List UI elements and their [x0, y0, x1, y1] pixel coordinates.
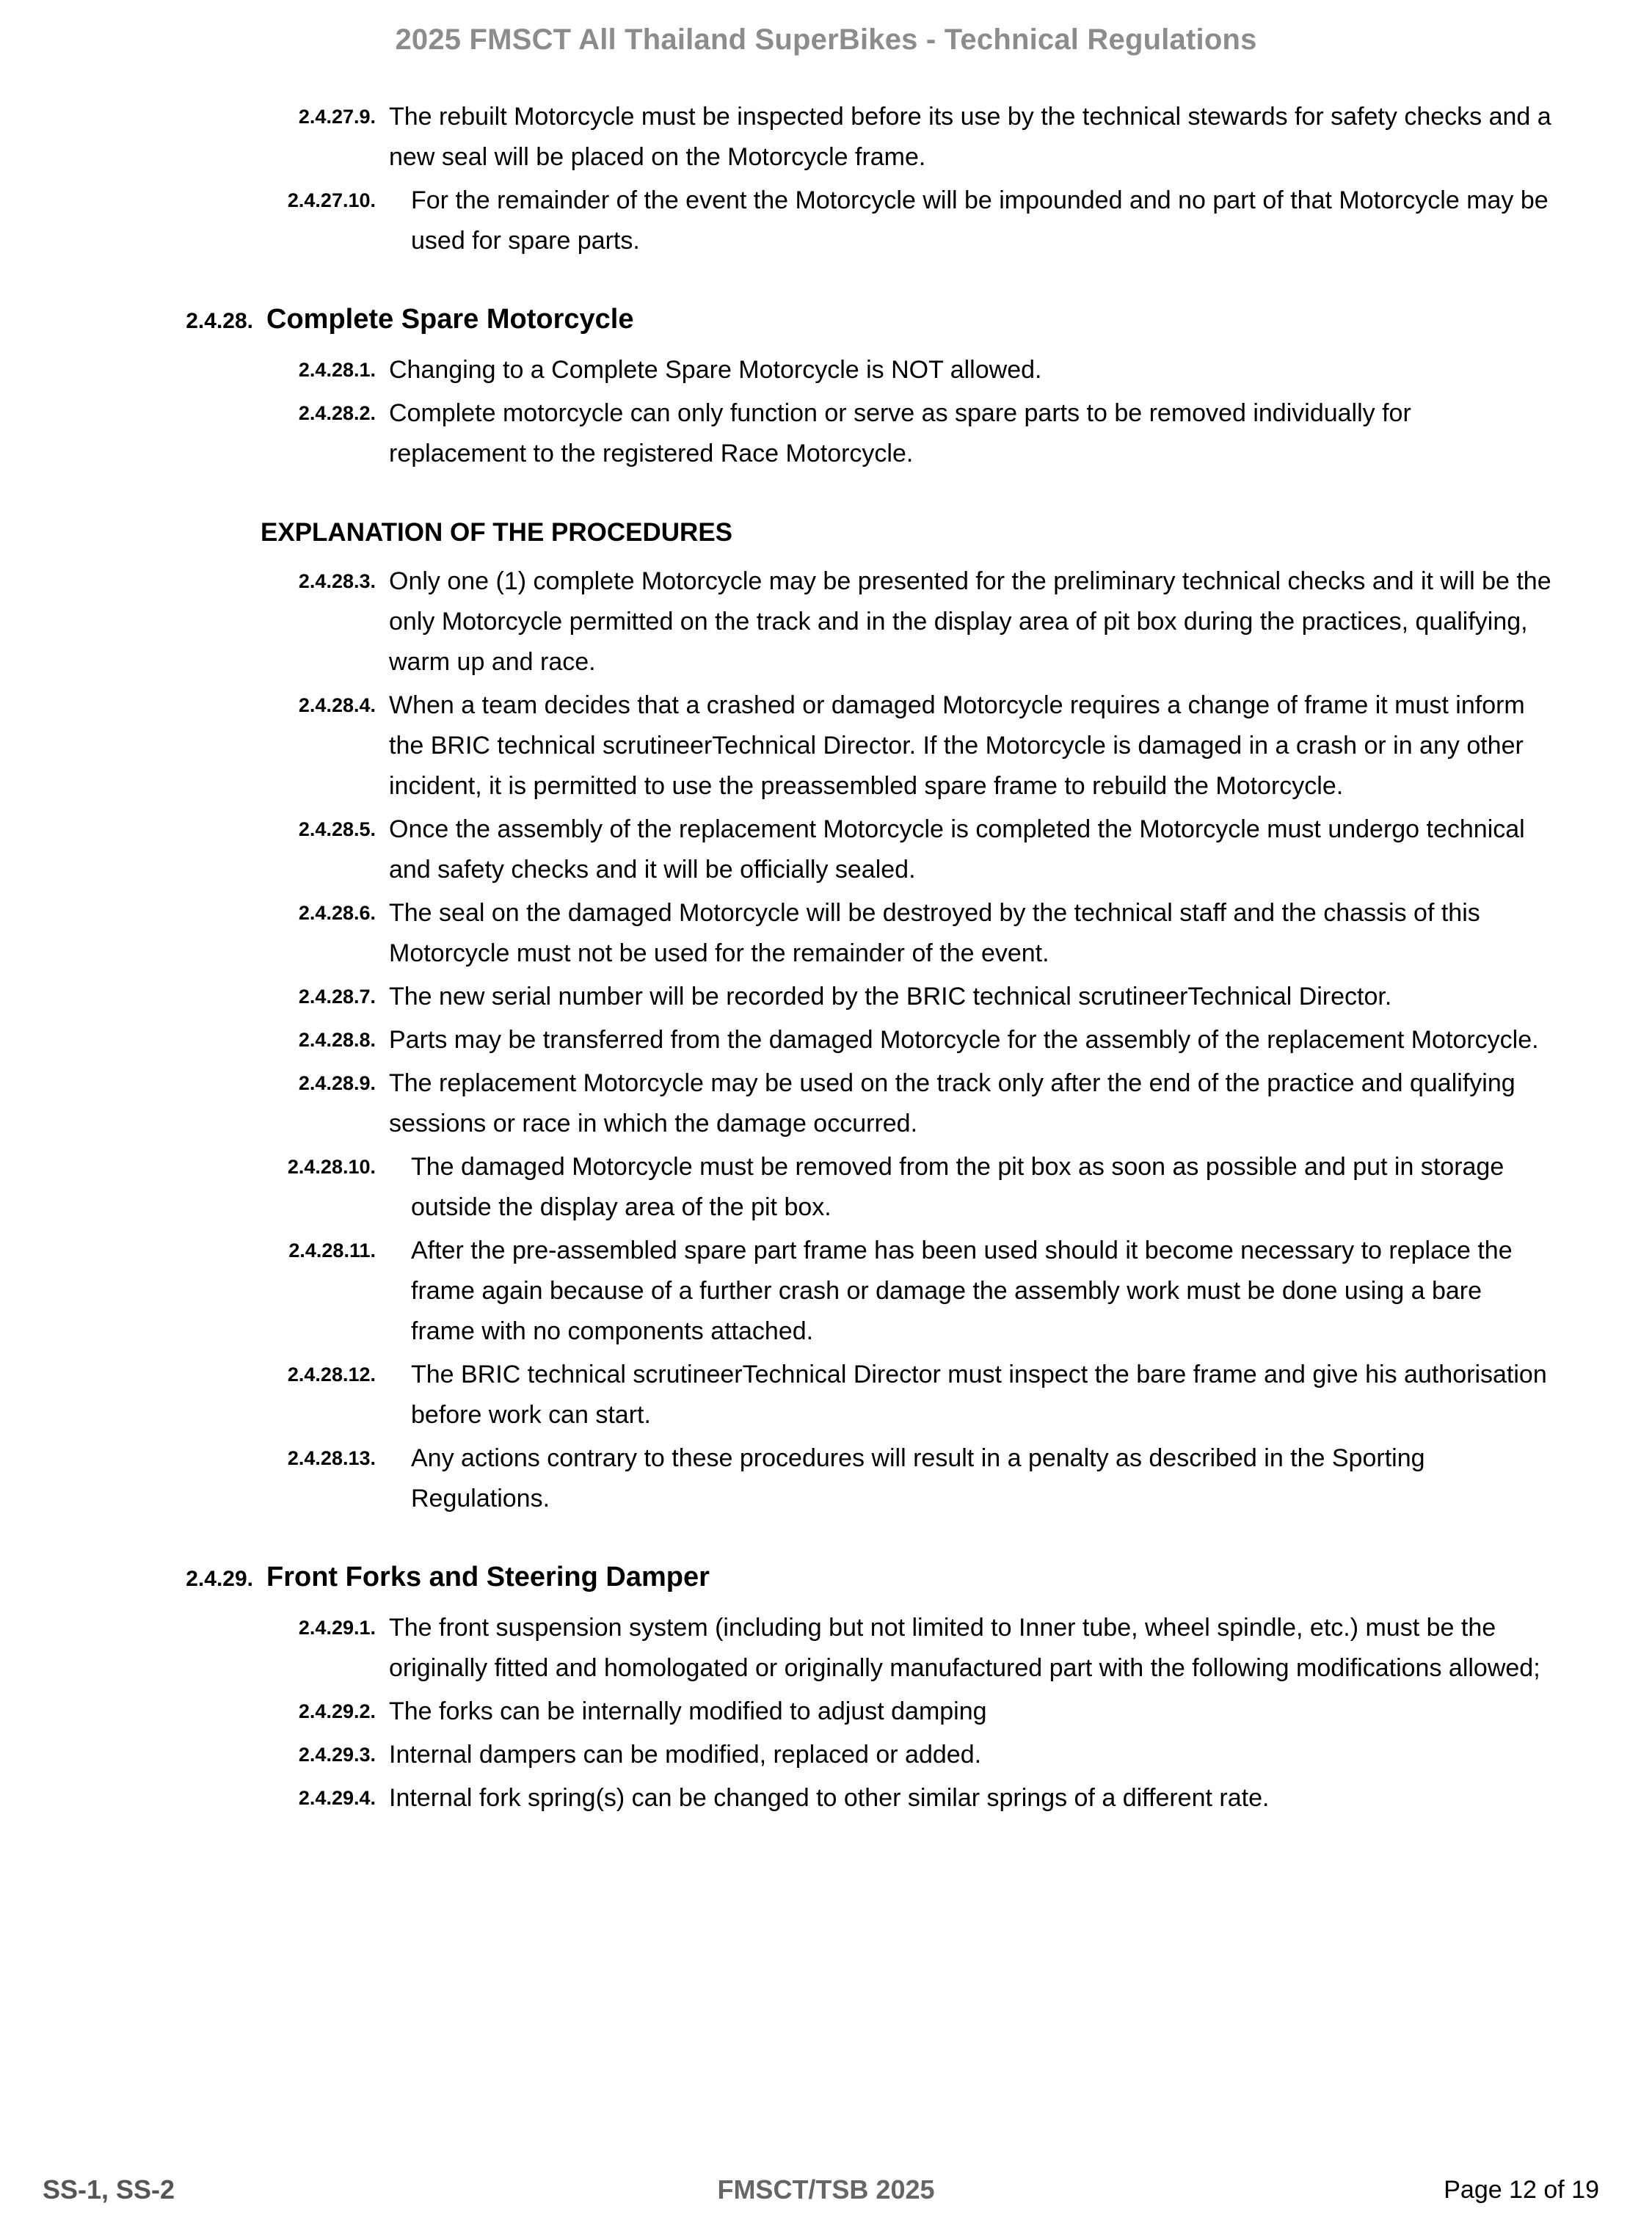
- clause-text: When a team decides that a crashed or damaged Motorcycle requires a change of frame it must inform the BRIC technical scrutineerTechnical Director. If the Motorcycle is damaged in a crash or in any other incident, it is permitted to use the preassembled spare frame to rebuild the Motorcycle.: [389, 691, 1525, 800]
- clause-number: 2.4.28.6.: [298, 902, 376, 924]
- clause-number: 2.4.27.9.: [298, 106, 376, 128]
- clause-2-4-27-9: [0, 97, 1652, 178]
- clause-text: For the remainder of the event the Motorcycle will be impounded and no part of that Motorcycle may be used for spare parts.: [411, 186, 1549, 255]
- document-header-title: 2025 FMSCT All Thailand SuperBikes - Technical Regulations: [395, 23, 1257, 56]
- clause-number: 2.4.28.12.: [287, 1364, 376, 1386]
- clause-number: 2.4.28.3.: [298, 570, 376, 592]
- clause-number: 2.4.28.10.: [287, 1156, 376, 1178]
- footer-page-number: Page 12 of 19: [1444, 2175, 1599, 2204]
- clause-number: 2.4.29.4.: [298, 1787, 376, 1809]
- document-footer: [0, 2152, 1652, 2228]
- clause-2-4-28-6: [0, 893, 1652, 974]
- clause-text: Once the assembly of the replacement Motorcycle is completed the Motorcycle must undergo technical and safety checks and it will be officially sealed.: [389, 815, 1525, 884]
- clause-2-4-28-7: [0, 977, 1652, 1017]
- clause-text: Any actions contrary to these procedures will result in a penalty as described in the Sporting Regulations.: [411, 1444, 1425, 1512]
- clause-2-4-28-11: [0, 1231, 1652, 1352]
- clause-text: The BRIC technical scrutineerTechnical Director must inspect the bare frame and give his authorisation before work can start.: [411, 1361, 1547, 1429]
- section-heading-2-4-28: [0, 298, 1652, 343]
- section-number: 2.4.28.: [186, 309, 253, 333]
- clause-2-4-28-2: [0, 393, 1652, 474]
- clause-number: 2.4.28.1.: [298, 359, 376, 381]
- clause-2-4-29-3: [0, 1735, 1652, 1775]
- footer-class-label: SS-1, SS-2: [43, 2174, 175, 2205]
- clause-number: 2.4.28.2.: [298, 402, 376, 424]
- explanation-heading: EXPLANATION OF THE PROCEDURES: [261, 518, 733, 547]
- clause-number: 2.4.28.5.: [298, 818, 376, 840]
- clause-text: The rebuilt Motorcycle must be inspected before its use by the technical stewards for safety checks and a new seal will be placed on the Motorcycle frame.: [389, 103, 1551, 171]
- clause-text: Internal fork spring(s) can be changed to other similar springs of a different rate.: [389, 1784, 1270, 1812]
- section-number: 2.4.29.: [186, 1567, 253, 1591]
- clause-number: 2.4.27.10.: [287, 189, 376, 211]
- clause-2-4-29-2: [0, 1692, 1652, 1732]
- clause-number: 2.4.29.2.: [298, 1700, 376, 1722]
- clause-2-4-29-4: [0, 1778, 1652, 1819]
- clause-text: Complete motorcycle can only function or serve as spare parts to be removed individually for replacement to the registered Race Motorcycle.: [389, 399, 1411, 467]
- clause-number: 2.4.28.9.: [298, 1072, 376, 1094]
- clause-text: The forks can be internally modified to adjust damping: [389, 1697, 987, 1725]
- clause-2-4-29-1: [0, 1608, 1652, 1689]
- clause-2-4-28-10: [0, 1147, 1652, 1228]
- section-heading-2-4-29: [0, 1556, 1652, 1601]
- clause-2-4-28-5: [0, 809, 1652, 890]
- clause-number: 2.4.28.4.: [298, 694, 376, 716]
- clause-text: The new serial number will be recorded by the BRIC technical scrutineerTechnical Director.: [389, 983, 1392, 1011]
- clause-2-4-28-3: [0, 561, 1652, 682]
- clause-text: The seal on the damaged Motorcycle will be destroyed by the technical staff and the chassis of this Motorcycle must not be used for the remainder of the event.: [389, 899, 1480, 967]
- clause-number: 2.4.28.13.: [287, 1447, 376, 1469]
- clause-2-4-27-10: [0, 181, 1652, 261]
- clause-2-4-28-12: [0, 1355, 1652, 1435]
- clause-text: Internal dampers can be modified, replaced or added.: [389, 1741, 982, 1769]
- clause-text: The front suspension system (including but not limited to Inner tube, wheel spindle, etc.) must be the originally fitted and homologated or originally manufactured part with the following modifications allowed;: [389, 1614, 1540, 1682]
- section-title: Complete Spare Motorcycle: [266, 304, 634, 335]
- clause-2-4-28-1: [0, 350, 1652, 390]
- clause-2-4-28-9: [0, 1063, 1652, 1144]
- clause-number: 2.4.29.1.: [298, 1617, 376, 1639]
- clause-2-4-28-13: [0, 1438, 1652, 1519]
- clause-text: Changing to a Complete Spare Motorcycle is NOT allowed.: [389, 356, 1042, 384]
- footer-document-code: FMSCT/TSB 2025: [717, 2174, 935, 2205]
- document-header: [0, 0, 1652, 79]
- section-title: Front Forks and Steering Damper: [266, 1562, 710, 1592]
- document-body: [0, 97, 1652, 1821]
- clause-text: Only one (1) complete Motorcycle may be presented for the preliminary technical checks and it will be the only Motorcycle permitted on the track and in the display area of pit box during the practices, qualifying, warm up and race.: [389, 567, 1551, 676]
- clause-number: 2.4.28.8.: [298, 1029, 376, 1051]
- clause-2-4-28-8: [0, 1020, 1652, 1060]
- clause-text: After the pre-assembled spare part frame has been used should it become necessary to replace the frame again because of a further crash or damage the assembly work must be done using a bare frame with no components attached.: [411, 1237, 1513, 1345]
- clause-text: The damaged Motorcycle must be removed from the pit box as soon as possible and put in storage outside the display area of the pit box.: [411, 1153, 1504, 1221]
- clause-2-4-28-4: [0, 685, 1652, 807]
- clause-number: 2.4.29.3.: [298, 1744, 376, 1766]
- clause-number: 2.4.28.11.: [288, 1239, 376, 1262]
- clause-text: The replacement Motorcycle may be used on the track only after the end of the practice and qualifying sessions or race in which the damage occurred.: [389, 1069, 1515, 1137]
- clause-number: 2.4.28.7.: [298, 986, 376, 1008]
- clause-text: Parts may be transferred from the damaged Motorcycle for the assembly of the replacement Motorcycle.: [389, 1026, 1539, 1054]
